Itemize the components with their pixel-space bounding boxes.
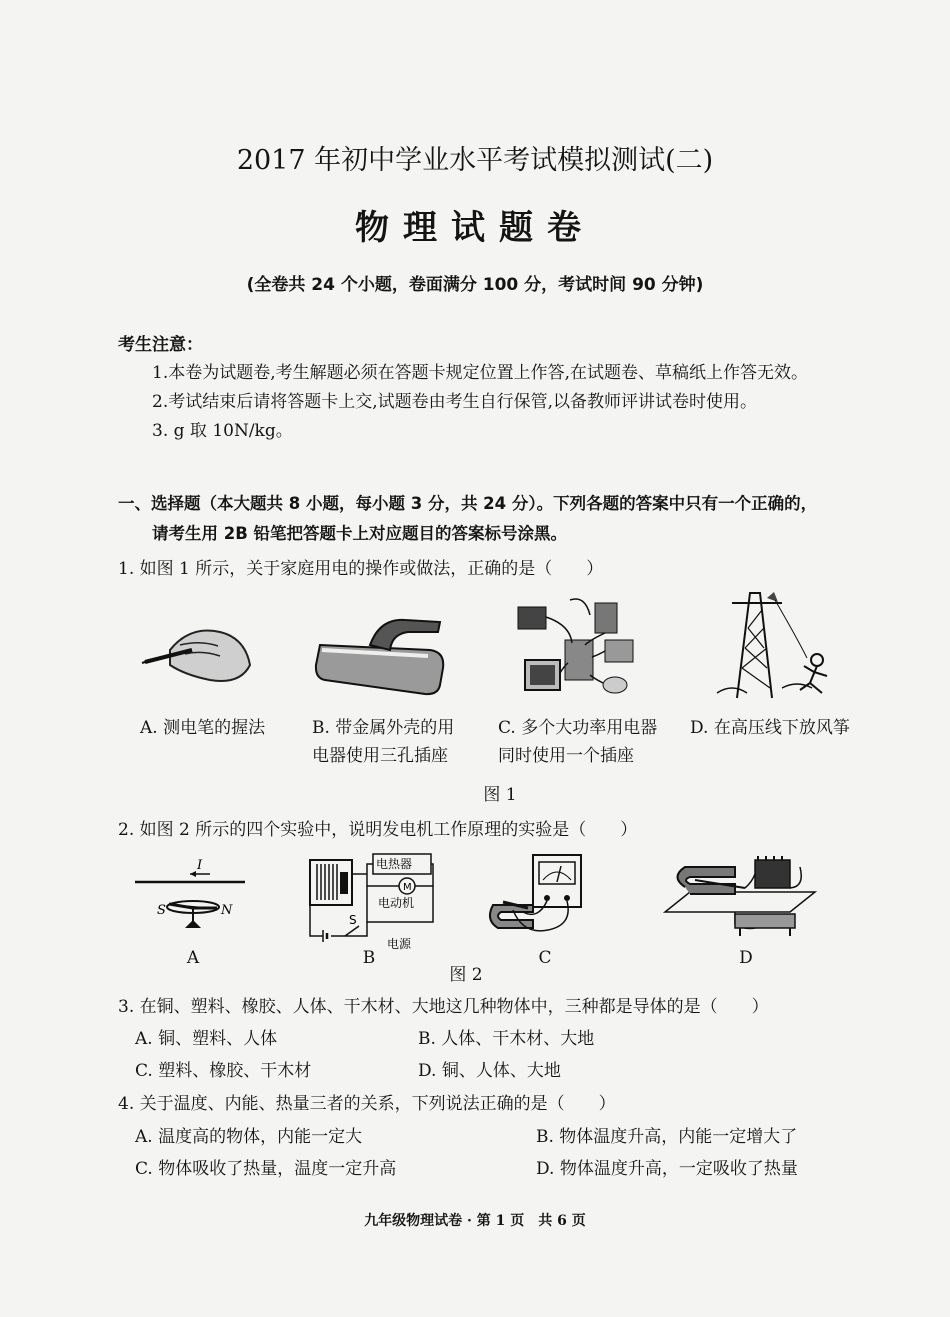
- page-footer: 九年级物理试卷 · 第 1 页 共 6 页: [364, 1213, 586, 1229]
- current-label: I: [197, 858, 203, 873]
- subject-title: 物理试题卷: [355, 208, 595, 248]
- figure-2d-motor-experiment: [660, 852, 820, 937]
- q4-option-d: D. 物体温度升高，一定吸收了热量: [536, 1159, 798, 1179]
- switch-label: S: [349, 913, 357, 927]
- figure-2-label-d: D: [739, 948, 753, 968]
- q1-option-d: D. 在高压线下放风筝: [690, 718, 850, 738]
- test-pen-hand-image: [140, 610, 260, 690]
- q3-option-b: B. 人体、干木材、大地: [418, 1029, 595, 1049]
- section-heading: 一、选择题（本大题共 8 小题，每小题 3 分，共 24 分）。下列各题的答案中只有一个正确的，: [118, 494, 818, 513]
- north-pole-label: N: [221, 903, 233, 918]
- notice-item: 1.本卷为试题卷,考生解题必须在答题卡规定位置上作答,在试题卷、草稿纸上作答无效。: [152, 363, 809, 383]
- exam-title: 2017 年初中学业水平考试模拟测试(二): [236, 145, 714, 176]
- motor-symbol: M: [403, 882, 412, 893]
- notice-item: 2.考试结束后请将答题卡上交,试题卷由考生自行保管,以备教师评讲试卷时使用。: [152, 392, 758, 412]
- q4-option-c: C. 物体吸收了热量，温度一定升高: [135, 1159, 397, 1179]
- motor-label: 电动机: [378, 896, 415, 910]
- q1-option-b: B. 带金属外壳的用 电器使用三孔插座: [312, 718, 455, 766]
- question-4-stem: 4. 关于温度、内能、热量三者的关系，下列说法正确的是（ ）: [118, 1094, 616, 1114]
- heater-label: 电热器: [376, 857, 413, 871]
- overloaded-socket-image: [510, 595, 640, 705]
- q3-option-a: A. 铜、塑料、人体: [135, 1029, 278, 1049]
- figure-2-caption: 图 2: [449, 965, 483, 985]
- q3-option-c: C. 塑料、橡胶、干木材: [135, 1061, 312, 1081]
- figure-2a-oersted-experiment: [135, 852, 250, 937]
- figure-2-label-b: B: [362, 948, 376, 968]
- south-pole-label: S: [157, 903, 166, 918]
- exam-subtitle: (全卷共 24 个小题，卷面满分 100 分，考试时间 90 分钟): [246, 275, 704, 295]
- kite-under-powerline-image: [712, 588, 842, 703]
- q1-option-a: A. 测电笔的握法: [140, 718, 266, 738]
- figure-2-label-a: A: [186, 948, 200, 968]
- figure-2c-galvanometer-experiment: [483, 850, 593, 940]
- notice-title: 考生注意：: [118, 335, 203, 355]
- q4-option-a: A. 温度高的物体，内能一定大: [135, 1127, 363, 1147]
- q4-option-b: B. 物体温度升高，内能一定增大了: [536, 1127, 798, 1147]
- question-3-stem: 3. 在铜、塑料、橡胶、人体、干木材、大地这几种物体中，三种都是导体的是（ ）: [118, 997, 769, 1017]
- power-source-label: 电源: [387, 937, 412, 951]
- question-1-stem: 1. 如图 1 所示，关于家庭用电的操作或做法，正确的是（ ）: [118, 559, 604, 579]
- q1-option-c: C. 多个大功率用电器 同时使用一个插座: [498, 718, 658, 766]
- three-pin-socket-image: [310, 610, 450, 700]
- figure-2-label-c: C: [538, 948, 552, 968]
- figure-1-caption: 图 1: [483, 785, 517, 805]
- section-instruction: 请考生用 2B 铅笔把答题卡上对应题目的答案标号涂黑。: [152, 524, 568, 543]
- question-2-stem: 2. 如图 2 所示的四个实验中，说明发电机工作原理的实验是（ ）: [118, 820, 638, 840]
- figure-2b-circuit: [305, 852, 440, 952]
- notice-item: 3. g 取 10N/kg。: [152, 421, 293, 441]
- q3-option-d: D. 铜、人体、大地: [418, 1061, 561, 1081]
